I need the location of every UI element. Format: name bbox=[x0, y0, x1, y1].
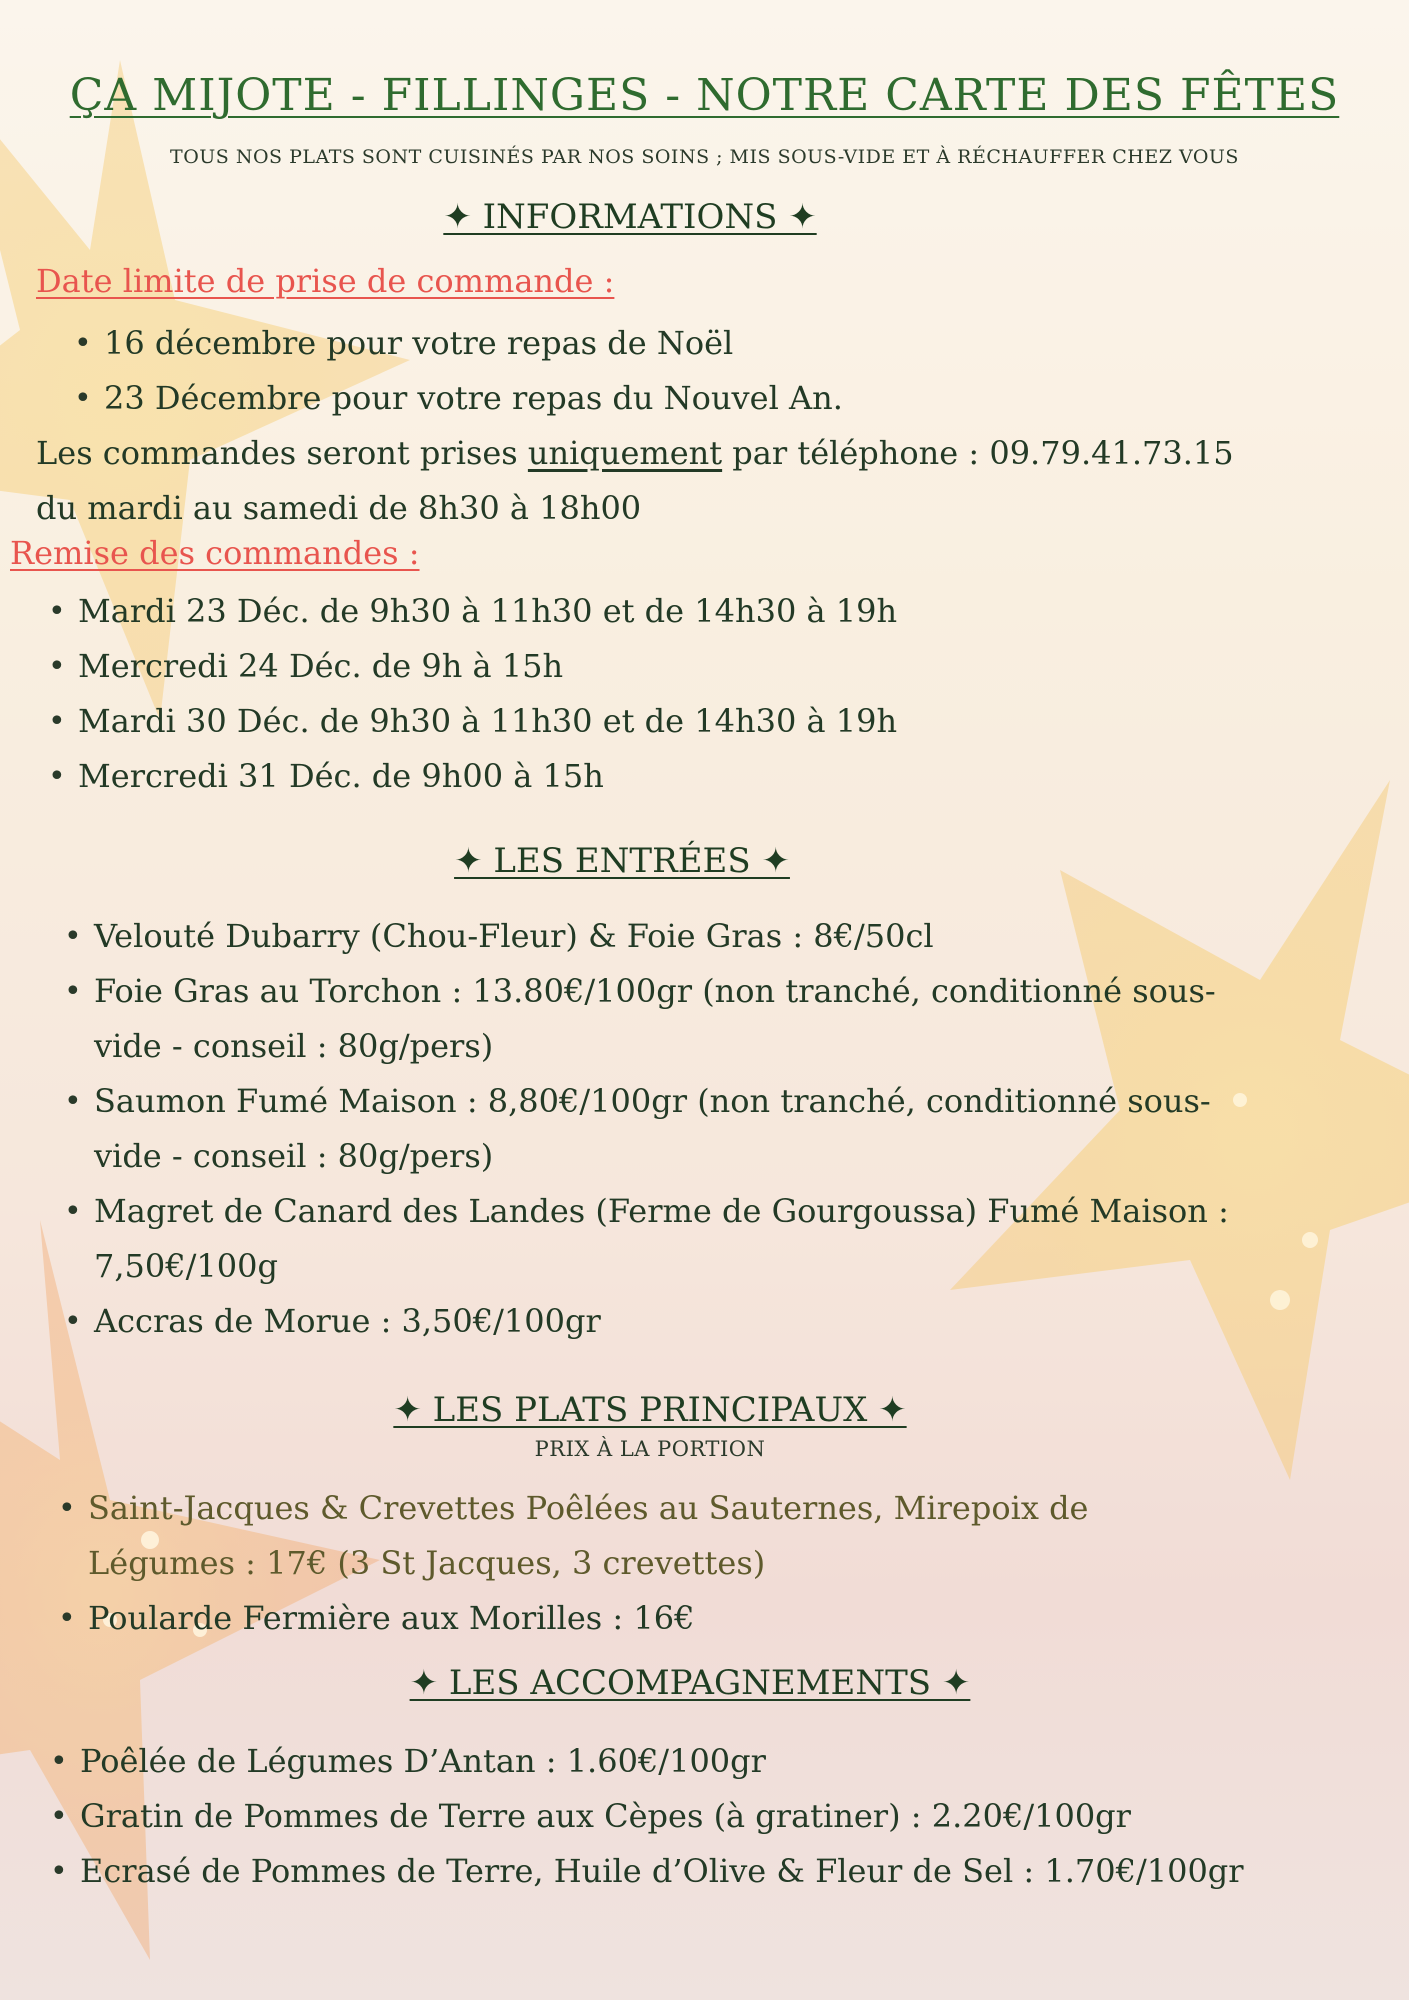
list-item: • Poêlée de Légumes D’Antan : 1.60€/100gr bbox=[50, 1742, 766, 1780]
list-item: • Mercredi 31 Déc. de 9h00 à 15h bbox=[48, 757, 604, 795]
list-item: • Mardi 23 Déc. de 9h30 à 11h30 et de 14h30 à 19h bbox=[48, 592, 898, 630]
hours-info: du mardi au samedi de 8h30 à 18h00 bbox=[36, 489, 642, 527]
list-item: • Mardi 30 Déc. de 9h30 à 11h30 et de 14h30 à 19h bbox=[48, 702, 898, 740]
page-subtitle: TOUS NOS PLATS SONT CUISINÉS PAR NOS SOINS ; MIS SOUS-VIDE ET À RÉCHAUFFER CHEZ VOUS bbox=[170, 146, 1239, 168]
list-item: • Poularde Fermière aux Morilles : 16€ bbox=[58, 1599, 695, 1637]
entrees-list bbox=[64, 909, 1229, 1349]
list-item: • 23 Décembre pour votre repas du Nouvel An. bbox=[74, 379, 843, 417]
phone-info: Les commandes seront prises uniquement par téléphone : 09.79.41.73.15 bbox=[36, 434, 1234, 472]
plats-title: ✦ LES PLATS PRINCIPAUX ✦ bbox=[393, 1390, 907, 1430]
plats-subtitle: PRIX À LA PORTION bbox=[534, 1437, 766, 1461]
list-item: • Foie Gras au Torchon : 13.80€/100gr (non tranché, conditionné sous- vide - conseil : 80g/pers) bbox=[64, 972, 1216, 1065]
accompagnements-list bbox=[50, 1734, 1244, 1899]
accompagnements-title: ✦ LES ACCOMPAGNEMENTS ✦ bbox=[409, 1663, 971, 1703]
list-item: • Saint-Jacques & Crevettes Poêlées au Sauternes, Mirepoix de Légumes : 17€ (3 St Jacques, 3 crevettes) bbox=[58, 1489, 1089, 1582]
pickup-label: Remise des commandes : bbox=[10, 534, 420, 572]
list-item: • Velouté Dubarry (Chou-Fleur) & Foie Gras : 8€/50cl bbox=[64, 917, 934, 955]
plats-list bbox=[58, 1481, 1089, 1646]
deadline-list bbox=[74, 316, 843, 426]
informations-title: ✦ INFORMATIONS ✦ bbox=[443, 197, 817, 237]
list-item: • Gratin de Pommes de Terre aux Cèpes (à gratiner) : 2.20€/100gr bbox=[50, 1797, 1131, 1835]
entrees-title: ✦ LES ENTRÉES ✦ bbox=[454, 841, 790, 881]
list-item: • Magret de Canard des Landes (Ferme de Gourgoussa) Fumé Maison : 7,50€/100g bbox=[64, 1192, 1229, 1285]
list-item: • Mercredi 24 Déc. de 9h à 15h bbox=[48, 647, 564, 685]
page-title: ÇA MIJOTE - FILLINGES - NOTRE CARTE DES FÊTES bbox=[69, 70, 1340, 121]
list-item: • Saumon Fumé Maison : 8,80€/100gr (non tranché, conditionné sous- vide - conseil : 80g/pers) bbox=[64, 1082, 1211, 1175]
deadline-label: Date limite de prise de commande : bbox=[36, 262, 615, 300]
list-item: • 16 décembre pour votre repas de Noël bbox=[74, 324, 734, 362]
list-item: • Ecrasé de Pommes de Terre, Huile d’Olive & Fleur de Sel : 1.70€/100gr bbox=[50, 1852, 1244, 1890]
list-item: • Accras de Morue : 3,50€/100gr bbox=[64, 1302, 601, 1340]
pickup-list bbox=[48, 584, 898, 804]
